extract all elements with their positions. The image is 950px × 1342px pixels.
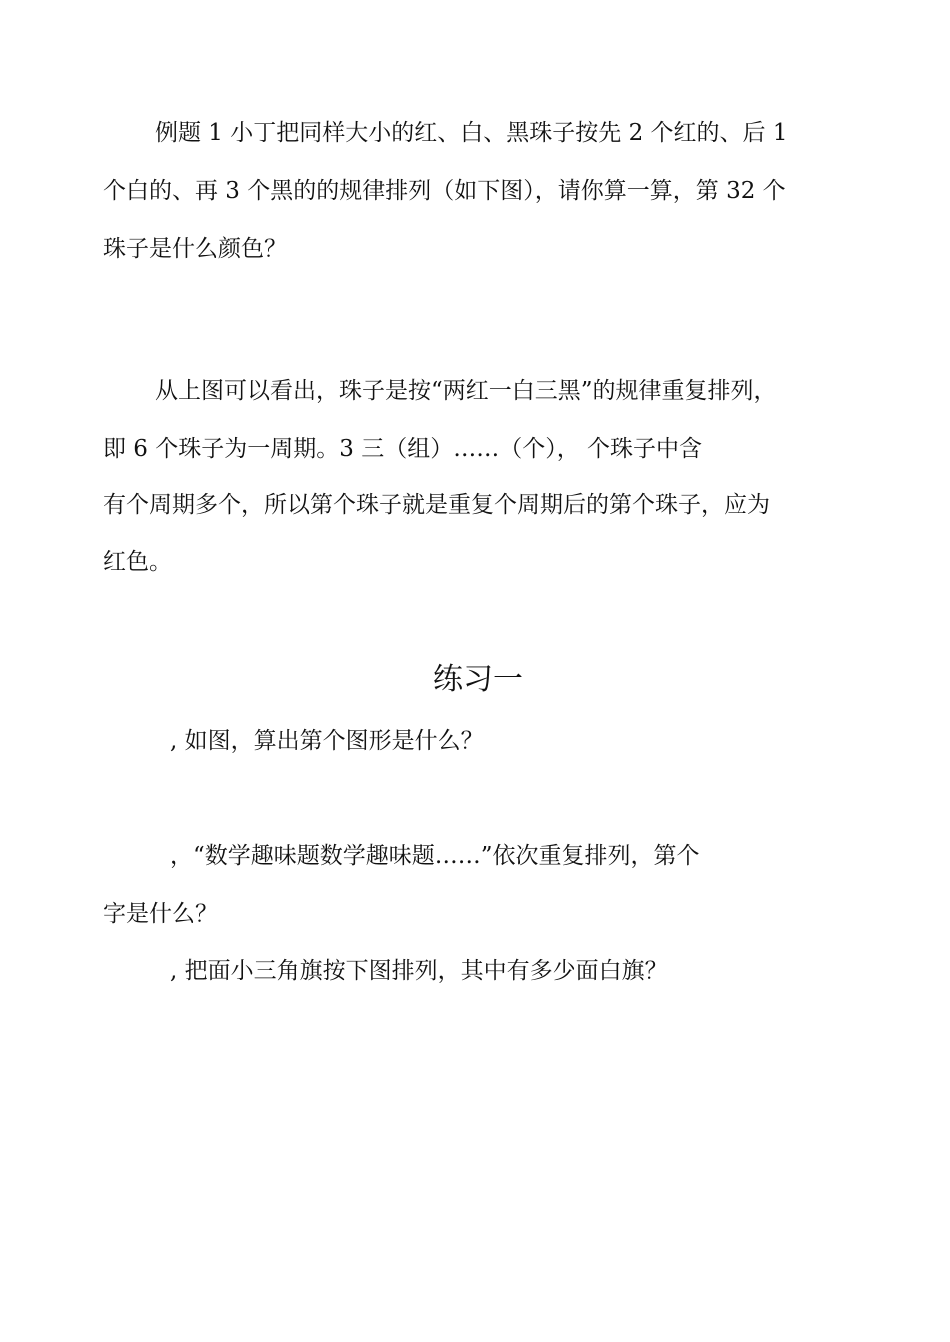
- exercise-question-2-line-2: 字是什么？: [103, 901, 218, 927]
- example-line-3: 珠子是什么颜色？: [103, 236, 287, 262]
- solution-line-2: 即 6 个珠子为一周期。3 三（组）……（个）， 个珠子中含: [103, 436, 703, 462]
- exercise-heading: 练习一: [433, 662, 523, 697]
- example-line-1: 例题 1 小丁把同样大小的红、白、黑珠子按先 2 个红的、后 1: [155, 120, 788, 146]
- solution-line-4: 红色。: [103, 549, 172, 575]
- solution-line-3: 有个周期多个，所以第个珠子就是重复个周期后的第个珠子，应为: [103, 492, 770, 518]
- example-line-2: 个白的、再 3 个黑的的规律排列（如下图），请你算一算，第 32 个: [103, 178, 786, 204]
- solution-line-1: 从上图可以看出，珠子是按“两红一白三黑”的规律重复排列，: [155, 378, 777, 404]
- exercise-question-1: , 如图，算出第个图形是什么？: [170, 728, 484, 754]
- exercise-question-3: , 把面小三角旗按下图排列，其中有多少面白旗？: [170, 958, 668, 984]
- exercise-question-2-line-1: ，“数学趣味题数学趣味题……”依次重复排列，第个: [170, 843, 700, 869]
